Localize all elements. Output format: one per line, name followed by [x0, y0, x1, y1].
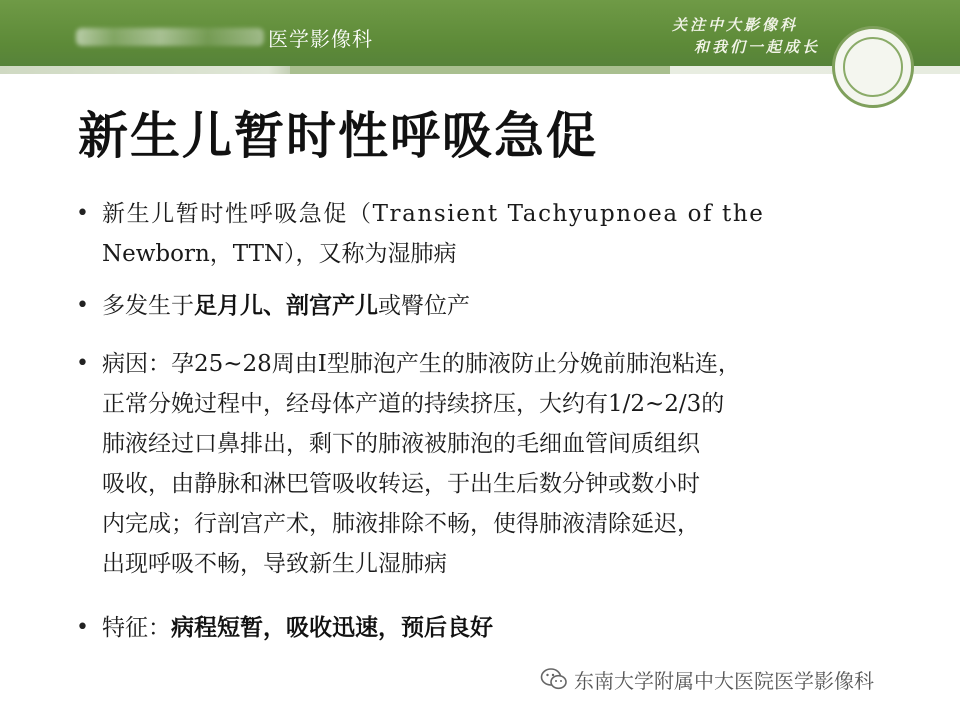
text-segment-bold: 足月儿、剖宫产儿: [194, 292, 378, 319]
bullet-dot: •: [76, 351, 89, 376]
hospital-seal-logo: [832, 26, 914, 108]
bullet-dot: •: [76, 293, 89, 318]
slide-title: 新生儿暂时性呼吸急促: [78, 107, 598, 165]
header-blurred-logo-text: [76, 28, 264, 46]
bullet-text: [102, 608, 914, 648]
text-segment-bold: 病程短暂，吸收迅速，预后良好: [171, 614, 493, 641]
header-department: 医学影像科: [268, 26, 373, 51]
slogan-line-2: 和我们一起成长: [694, 38, 821, 56]
text-segment: 多发生于: [102, 293, 194, 319]
wechat-watermark: [540, 664, 874, 694]
header-stripe-accent: [290, 66, 670, 74]
bullet-text: [102, 286, 914, 326]
wechat-icon: [540, 666, 568, 692]
bullet-line: Newborn，TTN），又称为湿肺病: [102, 241, 457, 267]
bullet-text: [102, 344, 914, 584]
header-hospital-name: [76, 22, 373, 52]
text-segment: 特征：: [102, 615, 171, 641]
bullet-text: [102, 194, 914, 274]
bullet-line: 新生儿暂时性呼吸急促（Transient Tachyupnoea of the: [102, 201, 765, 227]
bullet-line: 肺液经过口鼻排出，剩下的肺液被肺泡的毛细血管间质组织: [102, 431, 700, 457]
header-banner: [0, 0, 960, 74]
seal-inner-ring: [843, 37, 903, 97]
bullet-dot: •: [76, 615, 89, 640]
slogan-line-1: 关注中大影像科: [672, 16, 799, 34]
bullet-line: 吸收，由静脉和淋巴管吸收转运，于出生后数分钟或数小时: [102, 471, 700, 497]
header-slogan: [672, 14, 842, 58]
bullet-line: 正常分娩过程中，经母体产道的持续挤压，大约有1/2~2/3的: [102, 391, 725, 417]
bullet-line: 内完成；行剖宫产术，肺液排除不畅，使得肺液清除延迟，: [102, 511, 700, 537]
watermark-text: 东南大学附属中大医院医学影像科: [574, 668, 874, 693]
bullet-dot: •: [76, 201, 89, 226]
bullet-line: [102, 608, 914, 648]
bullet-line: [102, 286, 914, 326]
bullet-line: 出现呼吸不畅，导致新生儿湿肺病: [102, 551, 447, 577]
text-segment: 或臀位产: [378, 293, 470, 319]
bullet-line: 病因：孕25~28周由Ⅰ型肺泡产生的肺液防止分娩前肺泡粘连，: [102, 351, 741, 377]
